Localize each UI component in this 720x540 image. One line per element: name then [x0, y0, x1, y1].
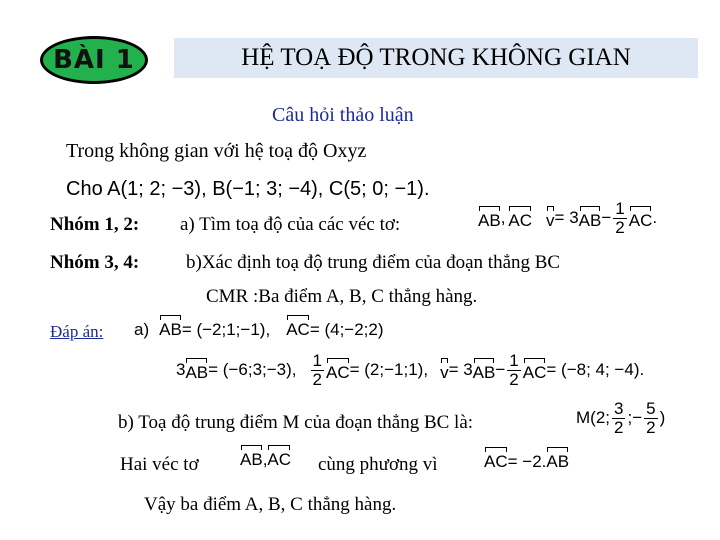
vector-ac: AC	[326, 357, 350, 383]
part-a-prefix: a)	[134, 320, 150, 339]
title-bar	[174, 38, 698, 78]
vector-v: v	[440, 357, 449, 383]
vector-ac: AC	[484, 446, 508, 472]
vector-v: v	[546, 205, 555, 231]
group12-task: a) Tìm toạ độ của các véc tơ:	[180, 214, 401, 235]
answer-label: Đáp án:	[50, 322, 104, 341]
minus-sign: −	[601, 208, 612, 228]
discussion-title: Câu hỏi thảo luận	[272, 104, 414, 126]
vector-ab: AB	[579, 205, 602, 231]
vector-ab: AB	[478, 205, 501, 231]
group34-task-line1: b)Xác định toạ độ trung điểm của đoạn thẳng BC	[186, 252, 561, 273]
vector-ac: AC	[267, 444, 291, 470]
vector-ab: AB	[546, 446, 569, 472]
given-points: Cho A(1; 2; −3), B(−1; 3; −4), C(5; 0; −1).	[66, 178, 430, 200]
group34-task-line2: CMR :Ba điểm A, B, C thẳng hàng.	[206, 286, 478, 307]
vector-ab: AB	[240, 444, 263, 470]
intro-text: Trong không gian với hệ toạ độ Oxyz	[66, 140, 367, 162]
vector-ab: AB	[185, 357, 208, 383]
separator: ,	[500, 208, 506, 228]
collinear-text-after: cùng phương vì	[318, 454, 438, 475]
fraction: $\frac{1}{2}$	[615, 199, 625, 237]
group34-label: Nhóm 3, 4:	[50, 252, 140, 273]
expr-mid: = 3	[554, 208, 579, 228]
value-ac: = (4;−2;2)	[309, 320, 384, 339]
collinear-text-before: Hai véc tơ	[120, 454, 199, 475]
answer-row1	[134, 314, 384, 340]
fraction: $\frac{3}{2}$	[614, 399, 624, 437]
vector-ac: AC	[629, 205, 653, 231]
vector-ab: AB	[473, 357, 496, 383]
collinear-equation: AC = −2. AB	[484, 446, 569, 472]
vector-ac: AC	[286, 314, 310, 340]
fraction: $\frac{1}{2}$	[312, 351, 322, 389]
vector-ac: AC	[523, 357, 547, 383]
answer-row2: 3 AB = (−6;3;−3), $\frac{1}{2}$ AC = (2;−1;1), v = 3 AB − $\frac{1}{2}$ AC = (−8; 4; −4).	[176, 351, 645, 389]
collinear-vectors: AB , AC	[240, 444, 291, 470]
fraction: $\frac{5}{2}$	[646, 399, 656, 437]
fraction: $\frac{1}{2}$	[509, 351, 519, 389]
value-ab: = (−2;1;−1),	[181, 320, 271, 339]
conclusion-text: Vậy ba điểm A, B, C thẳng hàng.	[144, 494, 397, 515]
group12-label: Nhóm 1, 2:	[50, 214, 140, 235]
vector-ac: AC	[508, 205, 532, 231]
midpoint-text: b) Toạ độ trung điểm M của đoạn thẳng BC là:	[118, 412, 474, 433]
group12-formula: AB , AC v = 3 AB − $\frac{1}{2}$ AC .	[478, 199, 658, 237]
lesson-badge	[40, 36, 148, 84]
page-title: HỆ TOẠ ĐỘ TRONG KHÔNG GIAN	[241, 44, 631, 71]
lesson-badge-label: BÀI 1	[53, 45, 135, 75]
midpoint-formula: M(2; $\frac{3}{2}$ ;− $\frac{5}{2}$ )	[576, 399, 666, 437]
vector-ab: AB	[159, 314, 182, 340]
